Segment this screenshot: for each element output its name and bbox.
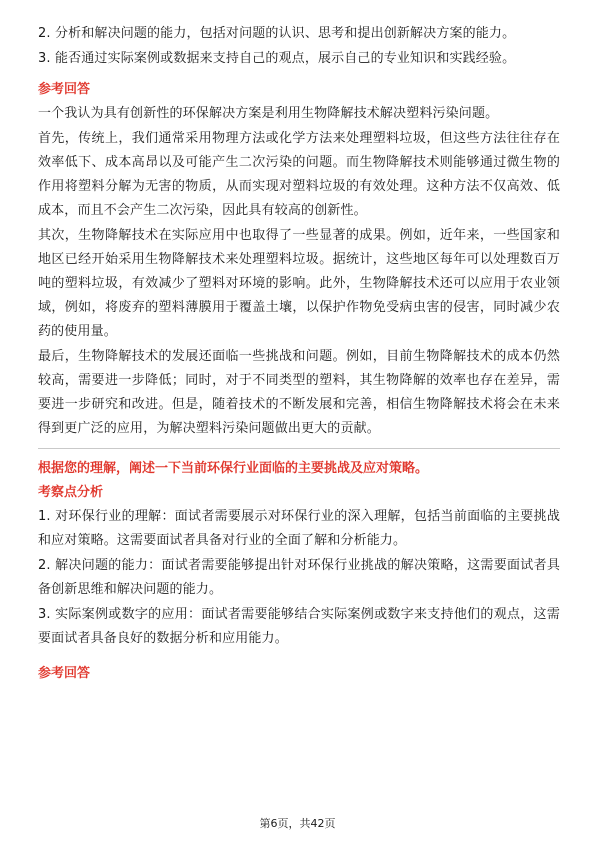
section-divider xyxy=(38,448,560,449)
answer-paragraph-intro: 一个我认为具有创新性的环保解决方案是利用生物降解技术解决塑料污染问题。 xyxy=(38,106,499,121)
analysis-item-2: 2. 解决问题的能力：面试者需要能够提出针对环保行业挑战的解决策略，这需要面试者具备创新思维和解决问题的能力。 xyxy=(38,558,560,597)
reference-answer-heading: 参考回答 xyxy=(38,82,91,97)
document-page xyxy=(38,22,560,686)
reference-answer-heading-2: 参考回答 xyxy=(38,666,91,681)
analysis-item-3: 3. 实际案例或数字的应用：面试者需要能够结合实际案例或数字来支持他们的观点，这需要面试者具备良好的数据分析和应用能力。 xyxy=(38,607,560,646)
analysis-item-1: 1. 对环保行业的理解：面试者需要展示对环保行业的深入理解，包括当前面临的主要挑战和应对策略。这需要面试者具备对行业的全面了解和分析能力。 xyxy=(38,509,560,548)
answer-paragraph-first: 首先，传统上，我们通常采用物理方法或化学方法来处理塑料垃圾，但这些方法往往存在效率低下、成本高昂以及可能产生二次污染的问题。而生物降解技术则能够通过微生物的作用将塑料分解为无害的物质，从而实现对塑料垃圾的有效处理。这种方法不仅高效、低成本，而且不会产生二次污染，因此具有较高的创新性。 xyxy=(38,131,560,218)
answer-paragraph-last: 最后，生物降解技术的发展还面临一些挑战和问题。例如，目前生物降解技术的成本仍然较高，需要进一步降低；同时，对于不同类型的塑料，其生物降解的效率也存在差异，需要进一步研究和改进。但是，随着技术的不断发展和完善，相信生物降解技术将会在未来得到更广泛的应用，为解决塑料污染问题做出更大的贡献。 xyxy=(38,349,560,436)
criteria-item-3: 3. 能否通过实际案例或数据来支持自己的观点，展示自己的专业知识和实践经验。 xyxy=(38,51,516,66)
analysis-heading: 考察点分析 xyxy=(38,485,104,500)
question-heading: 根据您的理解，阐述一下当前环保行业面临的主要挑战及应对策略。 xyxy=(38,461,429,476)
answer-paragraph-second: 其次，生物降解技术在实际应用中也取得了一些显著的成果。例如，近年来，一些国家和地区已经开始采用生物降解技术来处理塑料垃圾。据统计，这些地区每年可以处理数百万吨的塑料垃圾，有效减少了塑料对环境的影响。此外，生物降解技术还可以应用于农业领域，例如，将废弃的塑料薄膜用于覆盖土壤，以保护作物免受病虫害的侵害，同时减少农药的使用量。 xyxy=(38,228,560,339)
criteria-item-2: 2. 分析和解决问题的能力，包括对问题的认识、思考和提出创新解决方案的能力。 xyxy=(38,26,516,41)
page-number: 第6页，共42页 xyxy=(259,817,336,830)
